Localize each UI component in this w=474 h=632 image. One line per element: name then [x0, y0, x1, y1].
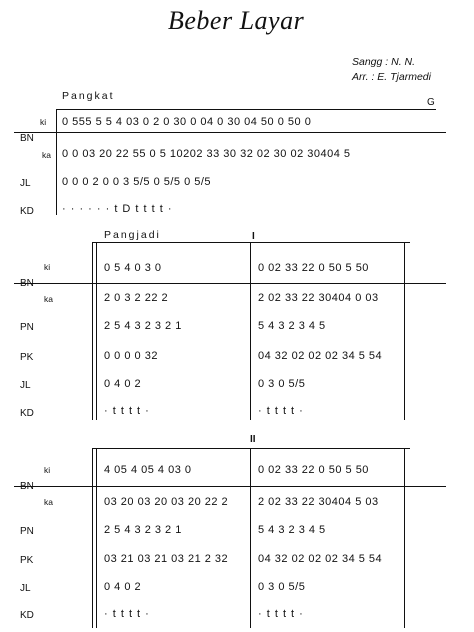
label-ki: ki — [44, 262, 51, 272]
notation-row-kd-second: · t t t t · — [258, 608, 304, 620]
page-title: Beber Layar — [168, 6, 305, 35]
label-jl: JL — [20, 178, 31, 189]
notation-row-pn-second: 5 4 3 2 3 4 5 — [258, 524, 326, 536]
label-ki: ki — [44, 465, 51, 475]
notation-row-ki-second: 0 02 33 22 0 50 5 50 — [258, 464, 369, 476]
section-roman-one: I — [252, 231, 255, 242]
bn-divider — [14, 486, 446, 487]
label-bn: BN — [20, 278, 34, 289]
notation-row-ki: 0 555 5 5 4 03 0 2 0 30 0 04 0 30 04 50 0 50 0 — [62, 116, 312, 128]
bracket-top — [92, 242, 410, 243]
notation-row-jl-second: 0 3 0 5/5 — [258, 581, 306, 593]
notation-row-jl: 0 0 0 2 0 0 3 5/5 0 5/5 0 5/5 — [62, 176, 212, 188]
label-ka: ka — [44, 294, 53, 304]
label-pn: PN — [20, 526, 34, 537]
notation-row-ki: 4 05 4 05 4 03 0 — [104, 464, 192, 476]
bracket-right — [404, 242, 405, 420]
notation-row-pk: 03 21 03 21 03 21 2 32 — [104, 553, 229, 565]
label-bn: BN — [20, 481, 34, 492]
notation-row-pn: 2 5 4 3 2 3 2 1 — [104, 320, 182, 332]
notation-row-kd: · · · · · · t D t t t t · — [62, 203, 173, 215]
label-jl: JL — [20, 380, 31, 391]
notation-row-jl: 0 4 0 2 — [104, 378, 142, 390]
label-pk: PK — [20, 352, 34, 363]
notation-row-pk-second: 04 32 02 02 02 34 5 54 — [258, 553, 383, 565]
bracket-top — [92, 448, 410, 449]
notation-row-jl-second: 0 3 0 5/5 — [258, 378, 306, 390]
credit-sangg: Sangg : N. N. — [352, 56, 416, 68]
bracket-left — [92, 448, 93, 628]
staff-left-bar — [56, 109, 57, 215]
label-ki: ki — [40, 117, 47, 127]
notation-row-ka-second: 2 02 33 22 30404 0 03 — [258, 292, 379, 304]
credit-arranger: Arr. : E. Tjarmedi — [352, 71, 431, 83]
label-pk: PK — [20, 555, 34, 566]
label-jl: JL — [20, 583, 31, 594]
bn-divider — [14, 132, 446, 133]
bracket-right — [404, 448, 405, 628]
notation-row-ki-second: 0 02 33 22 0 50 5 50 — [258, 262, 369, 274]
staff-top-line — [56, 109, 436, 110]
measure-bar-middle — [250, 448, 251, 628]
measure-bar-middle — [250, 242, 251, 420]
section-heading-pangjadi: Pangjadi — [104, 229, 161, 241]
bn-divider — [14, 283, 446, 284]
notation-row-ki: 0 5 4 0 3 0 — [104, 262, 162, 274]
label-pn: PN — [20, 322, 34, 333]
notation-row-ka: 0 0 03 20 22 55 0 5 10202 33 30 32 02 30 02 30404 5 — [62, 148, 351, 160]
repeat-bar-left — [96, 448, 97, 628]
section-heading-pangkat: Pangkat — [62, 90, 115, 102]
label-ka: ka — [42, 150, 51, 160]
label-ka: ka — [44, 497, 53, 507]
label-kd: KD — [20, 610, 34, 621]
notation-row-pk: 0 0 0 0 32 — [104, 350, 158, 362]
section-roman-two: II — [250, 434, 256, 445]
notation-row-pk-second: 04 32 02 02 02 34 5 54 — [258, 350, 383, 362]
label-kd: KD — [20, 408, 34, 419]
label-kd: KD — [20, 206, 34, 217]
notation-row-ka-second: 2 02 33 22 30404 5 03 — [258, 496, 379, 508]
notation-row-kd: · t t t t · — [104, 405, 150, 417]
notation-row-pn-second: 5 4 3 2 3 4 5 — [258, 320, 326, 332]
repeat-bar-left — [96, 242, 97, 420]
notation-row-kd: · t t t t · — [104, 608, 150, 620]
notation-row-jl: 0 4 0 2 — [104, 581, 142, 593]
notation-row-kd-second: · t t t t · — [258, 405, 304, 417]
notation-row-pn: 2 5 4 3 2 3 2 1 — [104, 524, 182, 536]
notation-row-ka: 03 20 03 20 03 20 22 2 — [104, 496, 229, 508]
bracket-left — [92, 242, 93, 420]
notation-row-ka: 2 0 3 2 22 2 — [104, 292, 169, 304]
label-bn: BN — [20, 133, 34, 144]
gong-mark: G — [427, 97, 435, 108]
